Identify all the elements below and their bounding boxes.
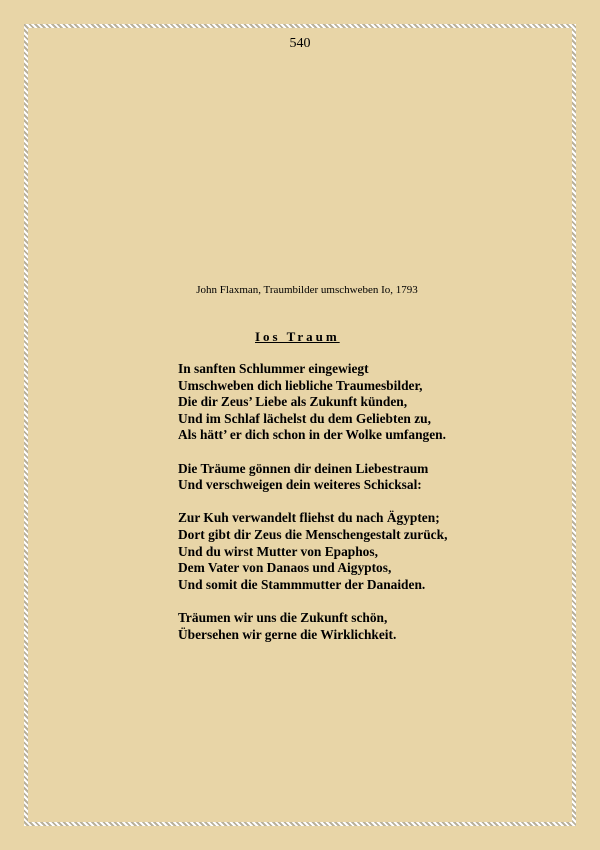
stanza-2 [178, 461, 447, 494]
poem-line: Dort gibt dir Zeus die Menschengestalt zurück, [178, 526, 448, 542]
poem-line: Zur Kuh verwandelt fliehst du nach Ägypten; [178, 510, 440, 526]
page-number: 540 [289, 36, 311, 51]
poem-line: Die dir Zeus’ Liebe als Zukunft künden, [178, 394, 408, 410]
poem-line: Und verschweigen dein weiteres Schicksal: [178, 477, 422, 493]
stanza-1 [178, 361, 447, 444]
stanza-4 [178, 610, 447, 643]
poem-line: Als hätt’ er dich schon in der Wolke umfangen. [178, 427, 446, 443]
poem-line: Übersehen wir gerne die Wirklichkeit. [178, 626, 397, 642]
poem-line: Dem Vater von Danaos und Aigyptos, [178, 560, 392, 576]
poem-body [178, 361, 447, 660]
poem-line: Umschweben dich liebliche Traumesbilder, [178, 377, 423, 393]
poem-line: In sanften Schlummer eingewiegt [178, 361, 369, 376]
poem-line: Und somit die Stammmutter der Danaiden. [178, 576, 426, 592]
poem-line: Und im Schlaf lächelst du dem Geliebten zu, [178, 410, 431, 426]
poem-line: Und du wirst Mutter von Epaphos, [178, 543, 378, 559]
poem-line: Die Träume gönnen dir deinen Liebestraum [178, 460, 429, 476]
stanza-3 [178, 510, 447, 593]
poem-title: Ios Traum [255, 329, 340, 344]
poem-line: Träumen wir uns die Zukunft schön, [178, 609, 388, 625]
image-caption: John Flaxman, Traumbilder umschweben Io, 1793 [196, 284, 418, 296]
